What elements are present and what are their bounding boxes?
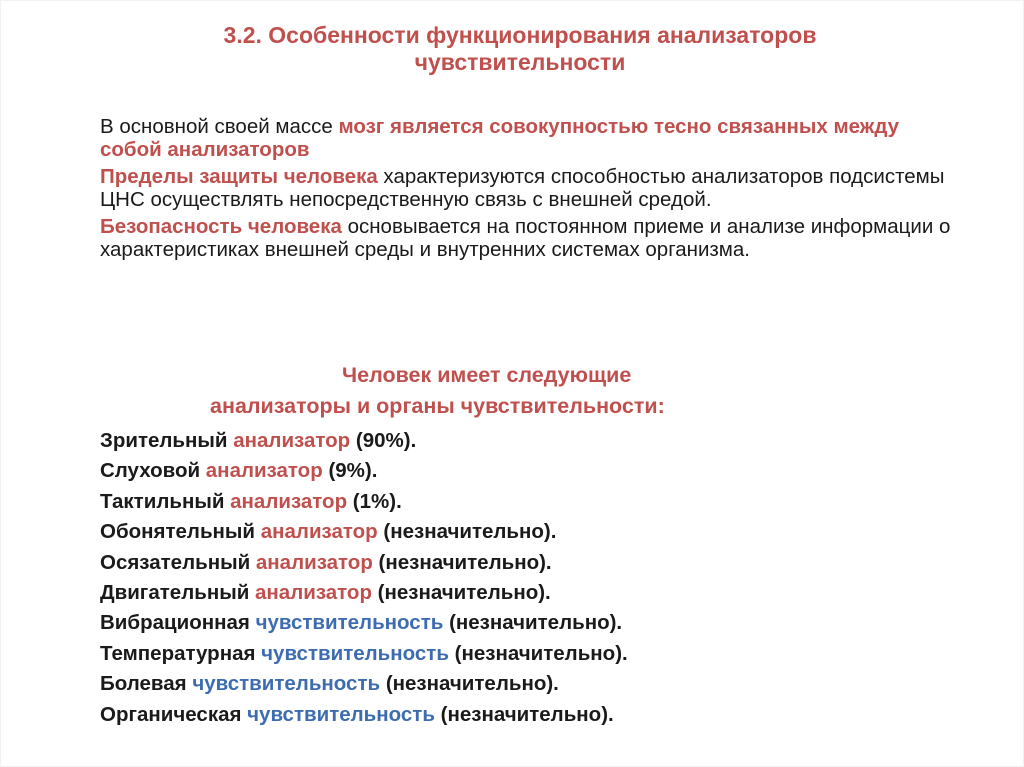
- analyzer-kind: анализатор: [233, 429, 351, 452]
- analyzer-name: Обонятельный: [100, 520, 256, 544]
- analyzer-kind: анализатор: [230, 489, 348, 513]
- list-item: [100, 426, 960, 456]
- list-item: [100, 517, 960, 547]
- list-item: [100, 639, 960, 669]
- analyzer-kind: чувствительность: [261, 641, 449, 665]
- analyzer-kind: чувствительность: [192, 672, 381, 696]
- intro-paragraph: [100, 116, 960, 161]
- intro-paragraph: [100, 216, 960, 261]
- intro-text-plain: основывается на постоянном приеме и анализе информации о характеристиках внешней среды и внутренних системах организма.: [100, 215, 951, 261]
- analyzer-kind: анализатор: [205, 459, 323, 483]
- analyzer-share: (незначительно).: [377, 581, 551, 605]
- analyzer-name: Температурная: [100, 641, 256, 665]
- analyzer-kind: анализатор: [260, 520, 378, 544]
- analyzer-share: (незначительно).: [383, 520, 557, 544]
- list-item: [100, 456, 960, 486]
- analyzer-share: (незначительно).: [440, 702, 614, 726]
- analyzer-kind: чувствительность: [247, 702, 435, 726]
- analyzer-name: Вибрационная: [100, 611, 250, 635]
- analyzer-share: (незначительно).: [378, 550, 552, 574]
- intro-paragraph: [100, 166, 960, 211]
- page-title: 3.2. Особенности функционирования анализаторов чувствительности: [223, 22, 817, 75]
- analyzer-share: (незначительно).: [449, 611, 623, 635]
- analyzer-list: [100, 426, 960, 730]
- analyzer-name: Болевая: [100, 672, 187, 696]
- analyzer-kind: анализатор: [255, 581, 372, 605]
- analyzer-share: (9%).: [328, 459, 378, 483]
- analyzer-share: (незначительно).: [454, 641, 628, 665]
- list-item: [100, 669, 960, 699]
- list-item: [100, 548, 960, 578]
- analyzer-share: (90%).: [355, 429, 417, 452]
- list-item: [100, 578, 960, 608]
- analyzer-share: (незначительно).: [385, 672, 559, 696]
- analyzer-name: Зрительный: [100, 429, 228, 452]
- intro-text-highlight: Пределы защиты человека: [100, 165, 378, 188]
- list-item: [100, 608, 960, 638]
- intro-text-plain: В основной своей массе: [100, 115, 339, 138]
- analyzer-kind: анализатор: [255, 550, 373, 574]
- list-item: [100, 487, 960, 517]
- analyzer-name: Тактильный: [100, 489, 225, 513]
- analyzer-share: (1%).: [352, 489, 402, 513]
- analyzer-kind: чувствительность: [255, 611, 444, 635]
- intro-text: [100, 116, 960, 266]
- intro-text-plain: характеризуются способностью анализаторов подсистемы ЦНС осуществлять непосредственную связь с внешней средой.: [100, 165, 945, 211]
- subheading-line: Человек имеет следующие: [342, 363, 632, 387]
- section-subheading: [100, 360, 960, 422]
- intro-text-highlight: мозг является совокупностью тесно связанных между собой анализаторов: [100, 115, 900, 161]
- analyzer-name: Осязательный: [100, 550, 251, 574]
- subheading-line: анализаторы и органы чувствительности:: [210, 394, 665, 418]
- analyzer-name: Органическая: [100, 702, 242, 726]
- analyzer-name: Двигательный: [100, 581, 250, 605]
- list-item: [100, 700, 960, 730]
- analyzer-name: Слуховой: [100, 459, 201, 483]
- intro-text-highlight: Безопасность человека: [100, 215, 342, 238]
